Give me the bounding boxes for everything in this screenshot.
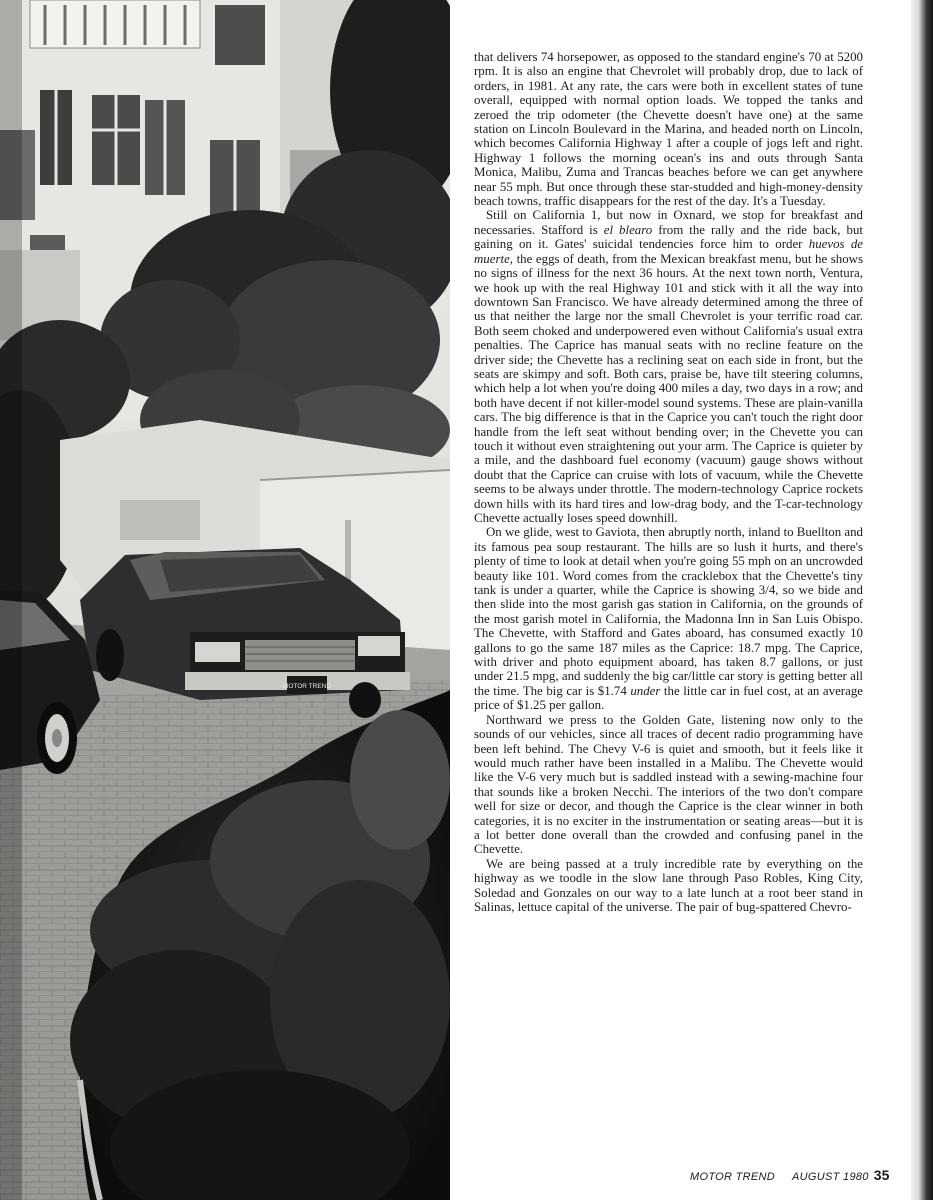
article-text-column [474, 50, 863, 914]
article-paragraph [474, 857, 863, 915]
article-paragraph [474, 208, 863, 525]
magazine-name: MOTOR TREND [690, 1171, 775, 1183]
paragraph-text: the little car in fuel cost, at an average price of $1.25 per gallon. [474, 683, 863, 713]
paragraph-text: On we glide, west to Gaviota, then abruptly north, inland to Buellton and its famous pea soup restaurant. The hills are so lush it hurts, and there's plenty of time to look at detail when you're going 55 mph on an uncrowded beauty like 101. Word comes from the cracklebox that the Chevette's tiny tank is under a quarter, while the Caprice is showing 3/4, so we bide and then slide into the most garish gas station in California, on the grounds of the most garish motel in California, the Madonna Inn in San Luis Obispo. The Chevette, with Stafford and Gates aboard, has consumed exactly 10 gallons to go the same 187 miles as the Caprice: 18.7 mpg. The Caprice, with driver and photo equipment aboard, has taken 8.7 gallons, or just under 21.5 mpg, and suddenly the big car/little car story is getting better all the time. The big car is $1.74 [474, 525, 863, 698]
paragraph-text: Northward we press to the Golden Gate, listening now only to the sounds of our vehicles, since all traces of decent radio programming have been left behind. The Chevy V-6 is quiet and smooth, but it feels like it would much rather have been installed in a Malibu. The Chevette would like the V-6 very much but is saddled instead with a sewing-machine four that sounds like a broken Necchi. The interiors of the two don't compare well for size or decor, and though the Caprice is the clear winner in both categories, it is no exciter in the instrumentation or seating areas—but it is a lot better done overall than the crowded and confusing panel in the Chevette. [474, 712, 863, 857]
article-paragraph [474, 50, 863, 208]
issue-date: AUGUST 1980 [792, 1171, 869, 1183]
italic-phrase: huevos de muerte, [474, 237, 864, 266]
paragraph-text: the eggs of death, from the Mexican breakfast menu, but he shows no signs of illness for the next 36 hours. At the next town north, Ventura, we hook up with the real Highway 101 and stick with it all the way into downtown San Francisco. We have already determined among the three of us that neither the large nor the small Chevrolet is your terrific road car. Both seem choked and underpowered even without California's usual extra penalties. The Caprice has manual seats with no recline feature on the driver side; the Chevette has a reclining seat on each side in front, but the seats are skimpy and soft. Both cars, praise be, have tilt steering columns, which help a lot when you're doing 400 miles a day, two days in a row; and both have decent if not killer-model sound systems. These are plain-vanilla cars. The big difference is that in the Caprice you can't touch the right door handle from the left seat without bending over; in the Chevette you can touch it without even straightening out your arm. The Caprice is quieter by a mile, and the dashboard fuel economy (vacuum) gauge shows without doubt that the Caprice can cruise with lots of vacuum, while the Chevette seems to be always under throttle. The modern-technology Caprice rockets down hills with its hard tires and low-drag body, and the T-car-technology Chevette actually loses speed downhill. [474, 251, 863, 525]
paragraph-text: from the rally and the ride back, but gaining on it. Gates' suicidal tendencies force him to order [474, 222, 863, 252]
article-paragraph [474, 525, 863, 712]
article-photo [0, 0, 450, 1200]
paragraph-text: We are being passed at a truly incredible rate by everything on the highway as we toodle in the slow lane through Paso Robles, King City, Soledad and Gonzales on our way to a late lunch at a root beer stand in Salinas, lettuce capital of the universe. The pair of bug-spattered Chevro- [474, 856, 863, 914]
page-number: 35 [873, 1167, 890, 1183]
page-footer [690, 1167, 890, 1183]
article-paragraph [474, 713, 863, 857]
page-edge-shadow [911, 0, 933, 1200]
italic-phrase: under [630, 683, 661, 698]
license-plate-text: MOTOR TREND [282, 683, 332, 690]
paragraph-text: Still on California 1, but now in Oxnard, we stop for breakfast and necessaries. Stafford is [474, 208, 863, 237]
italic-phrase: el blearo [603, 222, 653, 237]
paragraph-text: that delivers 74 horsepower, as opposed to the standard engine's 70 at 5200 rpm. It is also an engine that Chevrolet will probably drop, due to lack of orders, in 1981. At any rate, the cars were both in excellent states of tune overall, equipped with normal option loads. We topped the tanks and zeroed the trip odometer (the Chevette doesn't have one) at the same station on Lincoln Boulevard in the Marina, and headed north on Lincoln, which becomes California Highway 1 after a couple of jogs left and right. Highway 1 follows the morning ocean's ins and outs through Santa Monica, Malibu, Zuma and Trancas beaches before we can get anywhere near 55 mph. But once through these star-studded and high-money-density beach towns, traffic disappears for the rest of the day. It's a Tuesday. [474, 50, 863, 209]
